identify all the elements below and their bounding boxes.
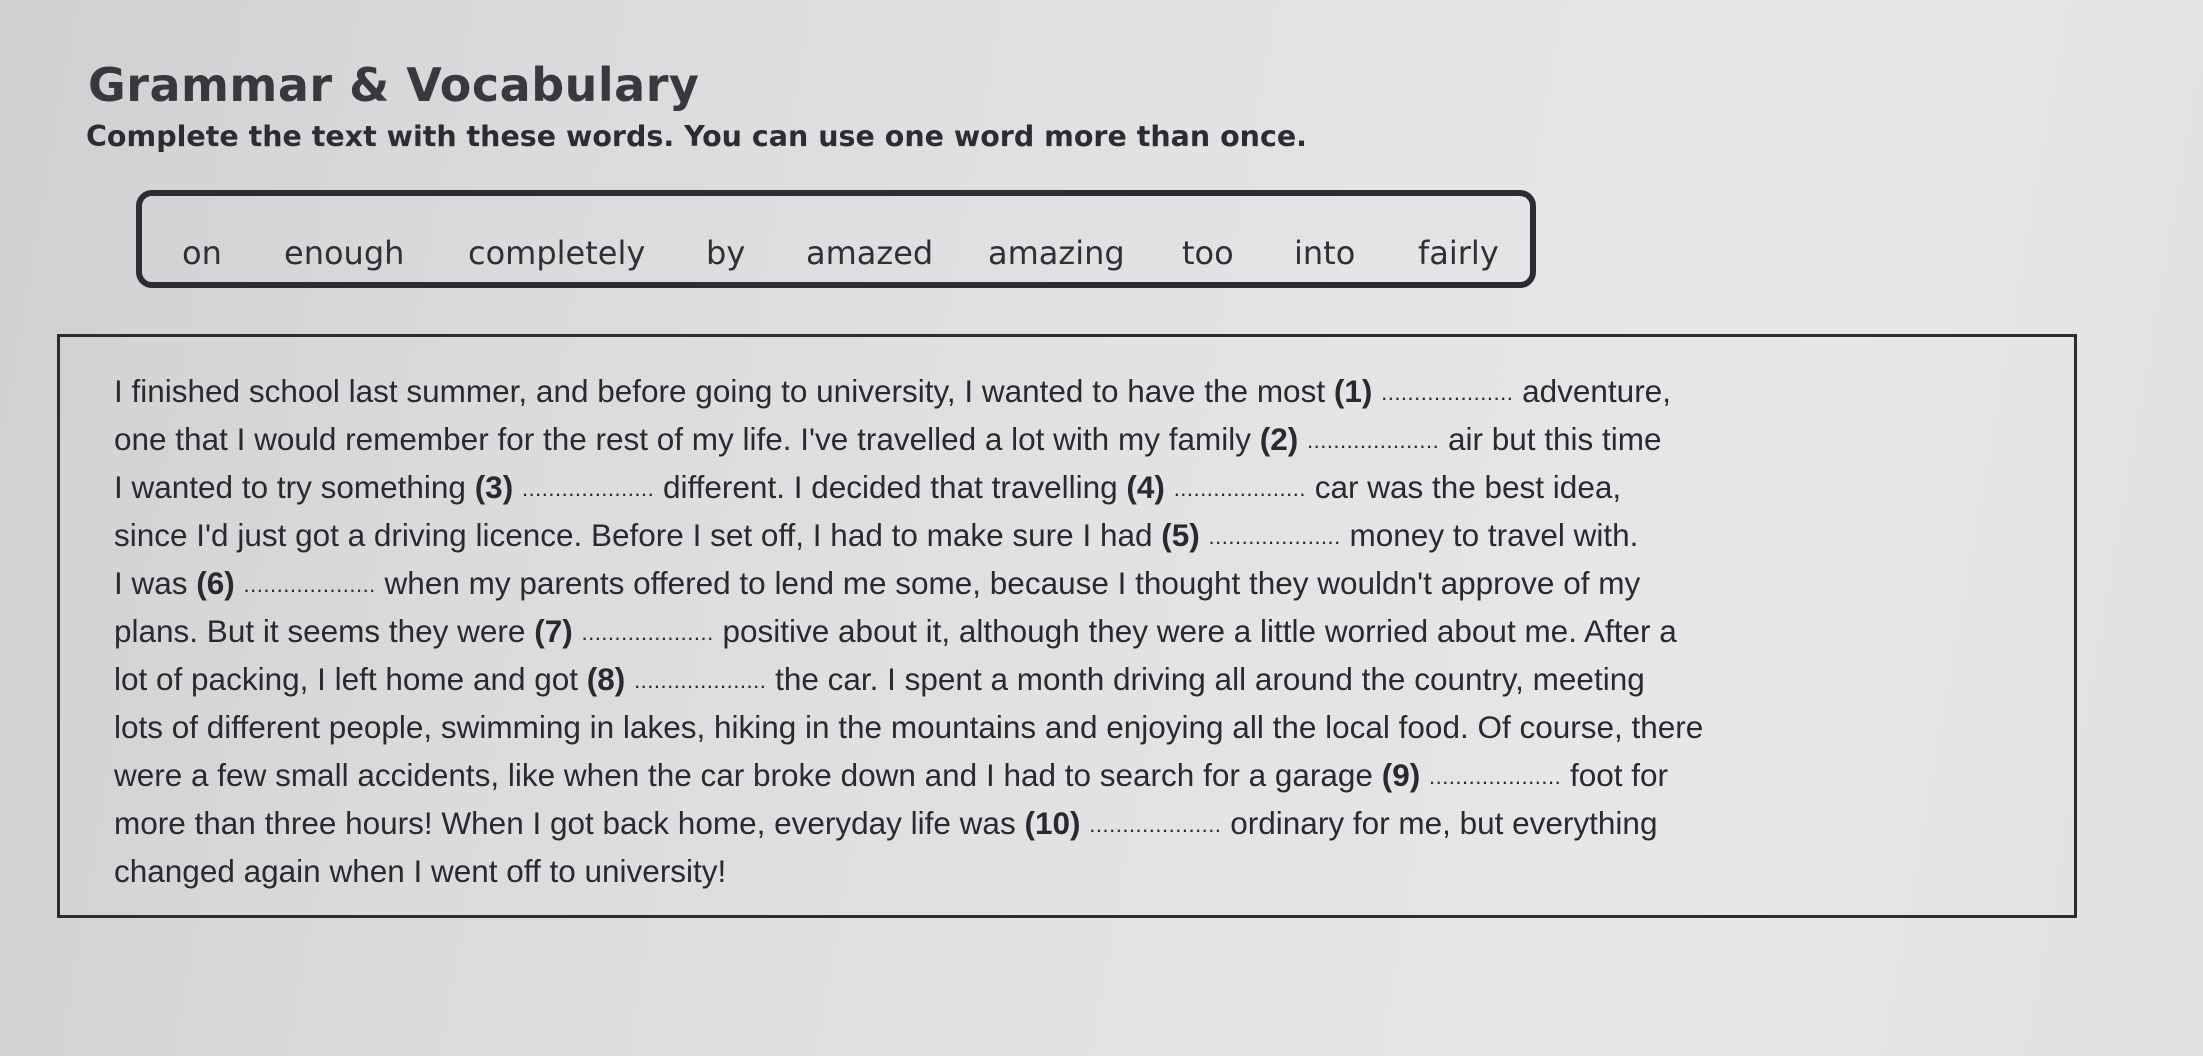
gap-number: (7) [534, 613, 573, 649]
word-bank-item: amazed [806, 234, 934, 272]
word-bank-box [136, 190, 1536, 288]
instruction-text: Complete the text with these words. You can use one word more than once. [86, 120, 1308, 153]
text-segment: adventure, [1513, 373, 1671, 409]
word-bank-item: enough [284, 234, 405, 272]
text-line [114, 613, 1677, 650]
text-segment: I wanted to try something [114, 469, 475, 505]
word-bank-item: on [182, 234, 222, 272]
answer-gap[interactable]: .................... [634, 668, 767, 693]
text-line [114, 421, 1662, 458]
gap-number: (8) [586, 661, 626, 697]
text-segment: air but this time [1439, 421, 1662, 457]
text-segment: changed again when I went off to university! [114, 853, 727, 889]
answer-gap[interactable]: .................... [1381, 380, 1514, 405]
text-line [114, 469, 1621, 506]
text-line [114, 517, 1638, 554]
text-segment: ordinary for me, but everything [1221, 805, 1658, 841]
gap-number: (2) [1259, 421, 1299, 457]
answer-gap[interactable]: .................... [243, 572, 376, 597]
text-line [114, 565, 1640, 602]
text-segment: more than three hours! When I got back home, everyday life was [114, 805, 1025, 841]
text-segment: plans. But it seems they were [114, 613, 535, 649]
text-segment: were a few small accidents, like when the car broke down and I had to search for a garage [114, 757, 1382, 793]
text-segment: since I'd just got a driving licence. Before I set off, I had to make sure I had [114, 517, 1162, 553]
text-segment: when my parents offered to lend me some, because I thought they wouldn't approve of my [375, 565, 1641, 601]
gap-number: (5) [1161, 517, 1200, 553]
answer-gap[interactable]: .................... [521, 476, 655, 501]
text-segment: lots of different people, swimming in lakes, hiking in the mountains and enjoying all the local food. Of course, there [114, 709, 1704, 745]
answer-gap[interactable]: .................... [1428, 764, 1562, 789]
text-line [114, 661, 1645, 698]
gap-number: (6) [196, 565, 235, 601]
text-segment: I finished school last summer, and before going to university, I wanted to have the most [114, 373, 1334, 409]
word-bank-item: into [1294, 234, 1356, 272]
answer-gap[interactable]: .................... [1306, 428, 1440, 453]
word-bank-item: fairly [1418, 234, 1499, 272]
gap-number: (1) [1333, 373, 1373, 409]
word-bank-item: by [706, 234, 746, 272]
text-segment: foot for [1561, 757, 1669, 793]
gap-number: (4) [1126, 469, 1165, 505]
text-segment: car was the best idea, [1305, 469, 1622, 505]
text-segment: money to travel with. [1340, 517, 1639, 553]
text-line [114, 757, 1668, 794]
text-line [114, 373, 1671, 410]
text-line [114, 709, 1703, 746]
answer-gap[interactable]: .................... [1089, 812, 1222, 837]
answer-gap[interactable]: .................... [1173, 476, 1306, 501]
gap-number: (10) [1024, 805, 1081, 841]
text-segment: different. I decided that travelling [654, 469, 1127, 505]
gap-number: (3) [474, 469, 514, 505]
text-line [114, 805, 1657, 842]
text-segment: I was [114, 565, 197, 601]
page-title: Grammar & Vocabulary [88, 58, 700, 112]
text-segment: lot of packing, I left home and got [114, 661, 587, 697]
text-line [114, 853, 726, 890]
reading-text-box [57, 334, 2077, 918]
text-segment: the car. I spent a month driving all around the country, meeting [766, 661, 1645, 697]
text-segment: one that I would remember for the rest of my life. I've travelled a lot with my family [114, 421, 1260, 457]
word-bank-item: completely [468, 234, 646, 272]
word-bank-item: too [1182, 234, 1234, 272]
answer-gap[interactable]: .................... [581, 620, 714, 645]
text-segment: positive about it, although they were a little worried about me. After a [713, 613, 1677, 649]
answer-gap[interactable]: .................... [1208, 524, 1341, 549]
word-bank-item: amazing [988, 234, 1125, 272]
gap-number: (9) [1381, 757, 1421, 793]
